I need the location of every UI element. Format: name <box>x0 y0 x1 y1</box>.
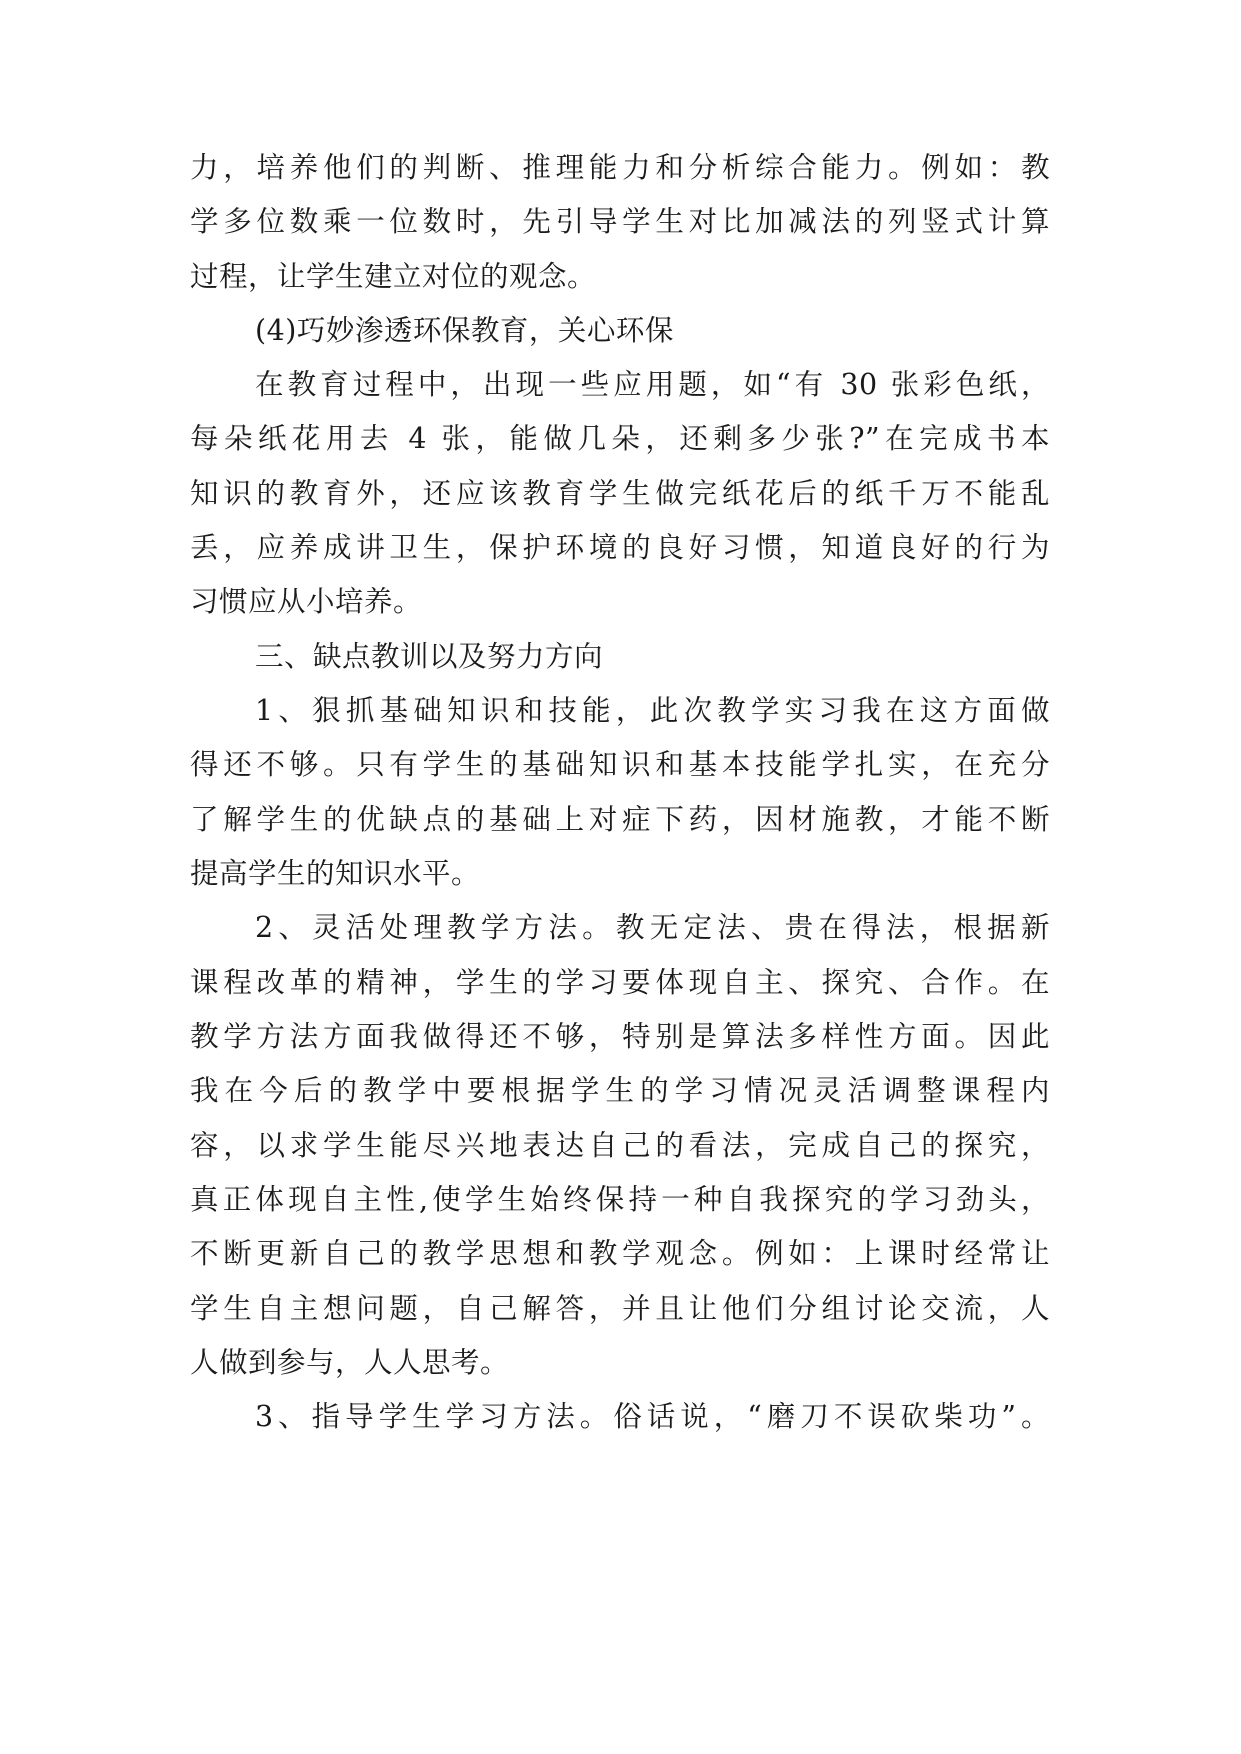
text-line-22: 学生自主想问题，自己解答，并且让他们分组讨论交流，人 <box>190 1292 1050 1325</box>
section-heading-4: (4)巧妙渗透环保教育，关心环保 <box>255 314 674 347</box>
text-line-8: 丢，应养成讲卫生，保护环境的良好习惯，知道良好的行为 <box>190 531 1050 564</box>
text-line-19: 容，以求学生能尽兴地表达自己的看法，完成自己的探究， <box>190 1129 1050 1162</box>
text-line-3: 过程，让学生建立对位的观念。 <box>190 260 597 293</box>
text-line-24: 3、指导学生学习方法。俗话说，“磨刀不误砍柴功”。 <box>255 1400 1050 1433</box>
text-line-9: 习惯应从小培养。 <box>190 585 423 618</box>
text-line-2: 学多位数乘一位数时，先引导学生对比加减法的列竖式计算 <box>190 205 1050 238</box>
text-line-1: 力，培养他们的判断、推理能力和分析综合能力。例如：教 <box>190 151 1050 184</box>
text-line-17: 教学方法方面我做得还不够，特别是算法多样性方面。因此 <box>190 1020 1050 1053</box>
text-line-13: 了解学生的优缺点的基础上对症下药，因材施教，才能不断 <box>190 803 1050 836</box>
text-line-16: 课程改革的精神，学生的学习要体现自主、探究、合作。在 <box>190 966 1050 999</box>
text-line-20: 真正体现自主性,使学生始终保持一种自我探究的学习劲头， <box>190 1183 1050 1216</box>
text-line-21: 不断更新自己的教学思想和教学观念。例如：上课时经常让 <box>190 1237 1050 1270</box>
section-heading-3: 三、缺点教训以及努力方向 <box>255 640 604 673</box>
text-line-23: 人做到参与，人人思考。 <box>190 1346 510 1379</box>
text-line-14: 提高学生的知识水平。 <box>190 857 481 890</box>
text-line-12: 得还不够。只有学生的基础知识和基本技能学扎实，在充分 <box>190 748 1050 781</box>
text-line-11: 1、狠抓基础知识和技能，此次教学实习我在这方面做 <box>255 694 1050 727</box>
text-line-18: 我在今后的教学中要根据学生的学习情况灵活调整课程内 <box>190 1074 1050 1107</box>
text-line-7: 知识的教育外，还应该教育学生做完纸花后的纸千万不能乱 <box>190 477 1050 510</box>
text-line-6: 每朵纸花用去 4 张，能做几朵，还剩多少张?”在完成书本 <box>190 422 1050 455</box>
text-line-5: 在教育过程中，出现一些应用题，如“有 30 张彩色纸， <box>255 368 1050 401</box>
text-line-15: 2、灵活处理教学方法。教无定法、贵在得法，根据新 <box>255 911 1050 944</box>
